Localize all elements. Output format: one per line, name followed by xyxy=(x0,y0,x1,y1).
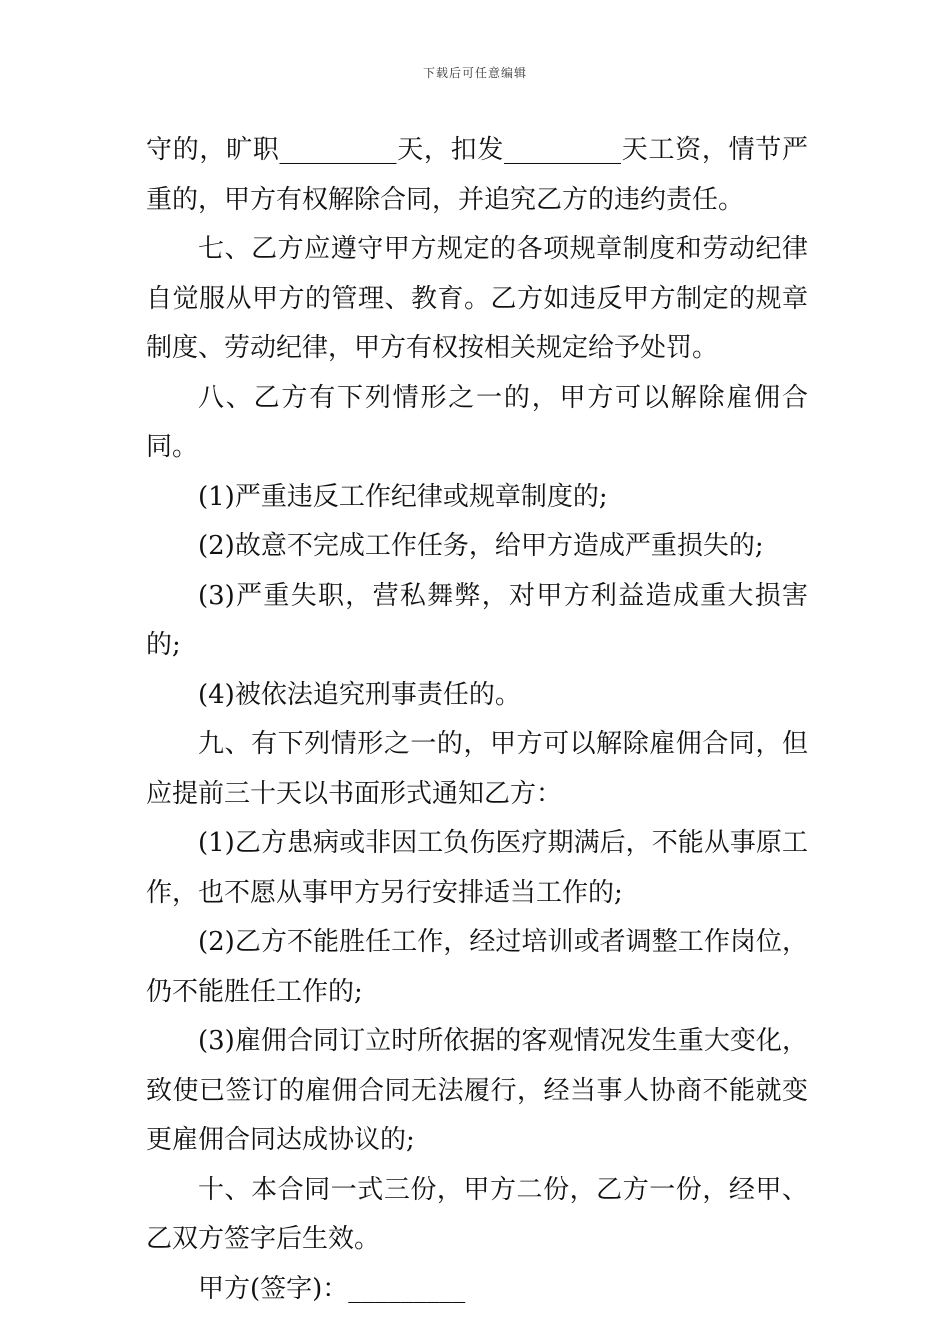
paragraph-clause-10: 十、本合同一式三份，甲方二份，乙方一份，经甲、乙双方签字后生效。 xyxy=(146,1174,808,1254)
paragraph-clause-7: 七、乙方应遵守甲方规定的各项规章制度和劳动纪律自觉服从甲方的管理、教育。乙方如违反甲方制定的规章制度、劳动纪律，甲方有权按相关规定给予处罚。 xyxy=(146,234,808,363)
paragraph-clause-9-item-3: (3)雇佣合同订立时所依据的客观情况发生重大变化，致使已签订的雇佣合同无法履行，经当事人协商不能就变更雇佣合同达成协议的; xyxy=(146,1026,808,1155)
signature-line-party-a: 甲方(签字)：_________ xyxy=(198,1273,466,1304)
paragraph-clause-9: 九、有下列情形之一的，甲方可以解除雇佣合同，但应提前三十天以书面形式通知乙方： xyxy=(146,729,808,809)
paragraph-clause-8-item-3: (3)严重失职，营私舞弊，对甲方利益造成重大损害的; xyxy=(146,580,808,660)
page-header-note: 下载后可任意编辑 xyxy=(422,66,527,80)
document-body xyxy=(146,126,808,1314)
paragraph-clause-8-item-4: (4)被依法追究刑事责任的。 xyxy=(198,679,521,710)
paragraph-clause-9-item-2: (2)乙方不能胜任工作，经过培训或者调整工作岗位，仍不能胜任工作的; xyxy=(146,927,808,1007)
paragraph-clause-9-item-1: (1)乙方患病或非因工负伤医疗期满后，不能从事原工作，也不愿从事甲方另行安排适当工作的; xyxy=(146,828,808,908)
paragraph-clause-8-item-1: (1)严重违反工作纪律或规章制度的; xyxy=(198,481,608,512)
paragraph-continuation-absence-penalty: 守的，旷职_________天，扣发_________天工资，情节严重的，甲方有权解除合同，并追究乙方的违约责任。 xyxy=(146,135,808,215)
paragraph-clause-8: 八、乙方有下列情形之一的，甲方可以解除雇佣合同。 xyxy=(146,382,808,462)
paragraph-clause-8-item-2: (2)故意不完成工作任务，给甲方造成严重损失的; xyxy=(198,531,764,561)
